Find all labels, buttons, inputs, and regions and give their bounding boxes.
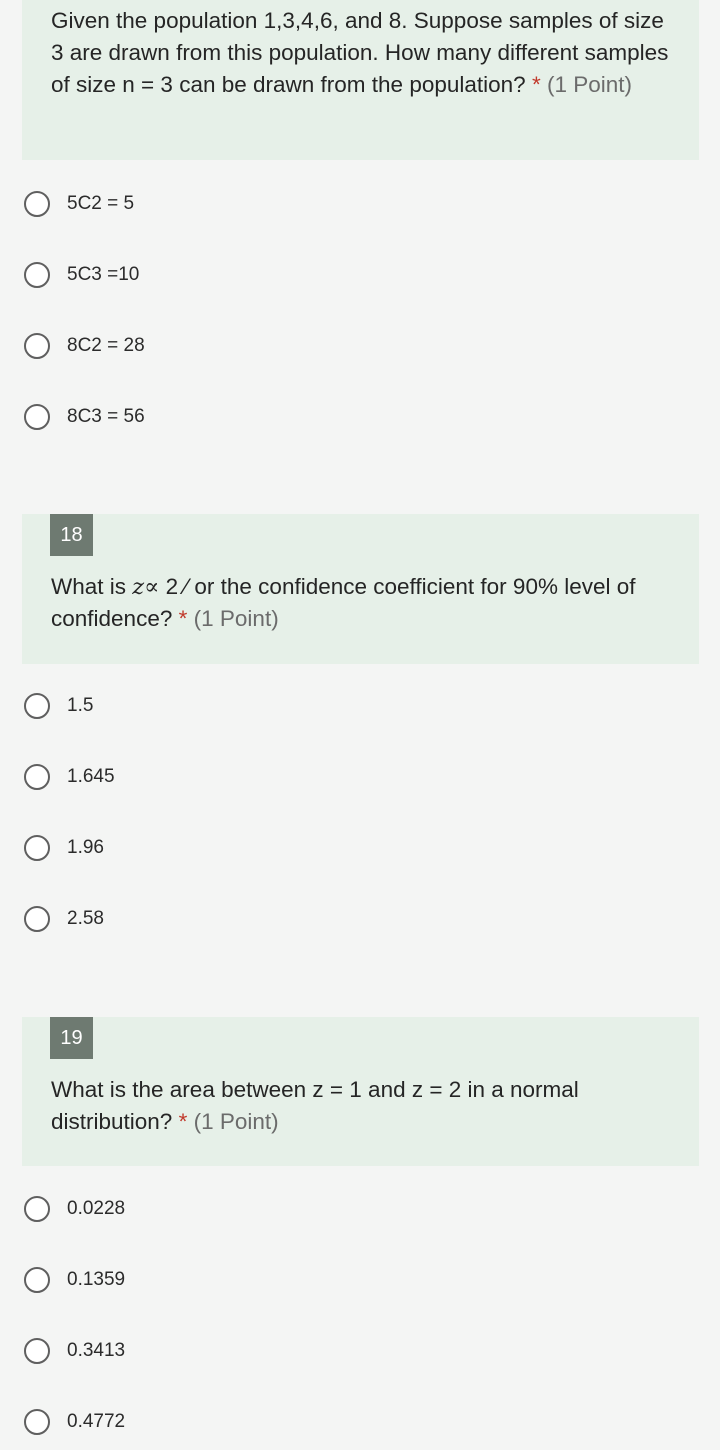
option-label[interactable]: 5C3 =10 <box>67 264 140 285</box>
radio-button[interactable] <box>24 693 50 719</box>
question-text-content: What is the area between z = 1 and z = 2 in a normal distribution? <box>51 1077 579 1134</box>
radio-button[interactable] <box>24 835 50 861</box>
radio-button[interactable] <box>24 1267 50 1293</box>
option-label[interactable]: 0.3413 <box>67 1340 126 1361</box>
required-asterisk: * <box>531 72 541 97</box>
option-label[interactable]: 5C2 = 5 <box>67 193 135 214</box>
question-points: (1 Point) <box>193 1109 279 1134</box>
radio-option[interactable] <box>24 331 145 361</box>
radio-button[interactable] <box>24 764 50 790</box>
option-label[interactable]: 8C2 = 28 <box>67 335 145 356</box>
radio-button[interactable] <box>24 1196 50 1222</box>
question-text-after: 2 ⁄ or the confidence coefficient for 90% level of confidence? <box>51 574 636 631</box>
radio-option[interactable] <box>24 904 104 934</box>
radio-option[interactable] <box>24 189 134 219</box>
question-card-header <box>22 514 699 664</box>
option-label[interactable]: 1.645 <box>67 766 115 787</box>
option-label[interactable]: 2.58 <box>67 908 104 929</box>
radio-option[interactable] <box>24 402 145 432</box>
radio-option[interactable] <box>24 1336 125 1366</box>
option-label[interactable]: 8C3 = 56 <box>67 406 145 427</box>
question-points: (1 Point) <box>546 72 633 97</box>
radio-option[interactable] <box>24 1194 125 1224</box>
question-text-math: z∝ <box>132 574 160 600</box>
radio-button[interactable] <box>24 906 50 932</box>
option-label[interactable]: 0.0228 <box>67 1198 126 1219</box>
question-card-header <box>22 1017 699 1166</box>
radio-option[interactable] <box>24 691 93 721</box>
radio-button[interactable] <box>24 1409 50 1435</box>
question-text-before: What is <box>51 574 133 599</box>
question-text <box>51 1074 677 1138</box>
radio-option[interactable] <box>24 1407 125 1437</box>
question-text <box>51 571 677 635</box>
question-card-header <box>22 0 699 160</box>
required-asterisk: * <box>178 606 188 631</box>
question-number-badge: 18 <box>50 514 93 556</box>
option-label[interactable]: 0.1359 <box>67 1269 126 1290</box>
option-label[interactable]: 0.4772 <box>67 1411 126 1432</box>
radio-option[interactable] <box>24 1265 125 1295</box>
radio-button[interactable] <box>24 191 50 217</box>
radio-button[interactable] <box>24 404 50 430</box>
radio-button[interactable] <box>24 1338 50 1364</box>
option-label[interactable]: 1.5 <box>67 695 94 716</box>
question-text <box>51 5 677 101</box>
required-asterisk: * <box>178 1109 188 1134</box>
radio-button[interactable] <box>24 262 50 288</box>
radio-option[interactable] <box>24 833 104 863</box>
option-label[interactable]: 1.96 <box>67 837 104 858</box>
question-text-content: Given the population 1,3,4,6, and 8. Suppose samples of size 3 are drawn from this population. How many different samples of size n = 3 can be drawn from the population? <box>51 8 669 97</box>
radio-option[interactable] <box>24 762 115 792</box>
question-points: (1 Point) <box>193 606 279 631</box>
question-number-badge: 19 <box>50 1017 93 1059</box>
radio-button[interactable] <box>24 333 50 359</box>
radio-option[interactable] <box>24 260 139 290</box>
